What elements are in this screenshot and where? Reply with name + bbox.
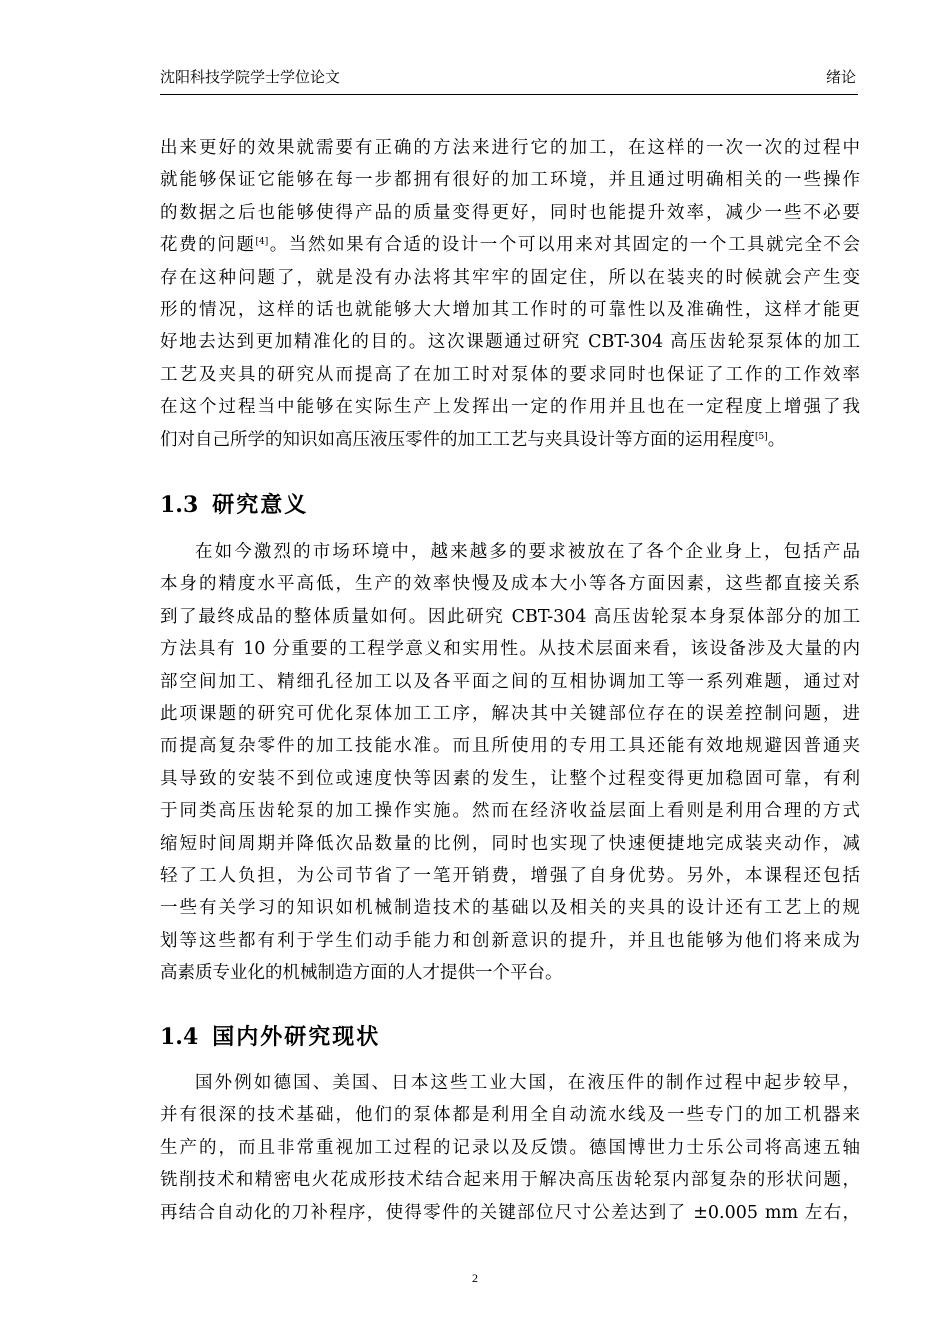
text-segment: 。 xyxy=(767,429,786,450)
header-rule xyxy=(160,94,858,95)
text-line: 在这个过程当中能够在实际生产上发挥出一定的作用并且也在一定程度上增强了我 xyxy=(160,397,860,418)
text-line: 工艺及夹具的研究从而提高了在加工时对泵体的要求同时也保证了工作的工作效率 xyxy=(160,364,860,385)
section-title: 研究意义 xyxy=(212,492,309,518)
text-line xyxy=(160,229,860,261)
page-number: 2 xyxy=(472,1271,478,1285)
text-line: 再结合自动化的刀补程序，使得零件的关键部位尺寸公差达到了 ±0.005 mm 左右， xyxy=(160,1202,860,1223)
header-thesis-title: 沈阳科技学院学士学位论文 xyxy=(160,68,341,86)
section-heading-1-3 xyxy=(160,488,308,519)
text-line xyxy=(160,424,860,456)
text-line: 而提高复杂零件的加工技能水准。而且所使用的专用工具还能有效地规避因普通夹 xyxy=(160,736,860,757)
text-line: 到了最终成品的整体质量如何。因此研究 CBT-304 高压齿轮泵本身泵体部分的加工 xyxy=(160,606,860,627)
text-line: 方法具有 10 分重要的工程学意义和实用性。从技术层面来看，该设备涉及大量的内 xyxy=(160,639,860,660)
text-line: 出来更好的效果就需要有正确的方法来进行它的加工，在这样的一次一次的过程中 xyxy=(160,138,860,158)
section-number: 1.3 xyxy=(160,492,199,518)
running-header xyxy=(160,66,858,88)
section-number: 1.4 xyxy=(160,1024,199,1050)
section-heading-1-4 xyxy=(160,1020,380,1051)
section-1-4-paragraph xyxy=(160,1067,860,1229)
citation-ref-4: [4] xyxy=(255,237,269,248)
text-line: 于同类高压齿轮泵的加工操作实施。然而在经济收益层面上看则是利用合理的方式 xyxy=(160,801,860,822)
text-line: 就能够保证它能够在每一步都拥有很好的加工环境，并且通过明确相关的一些操作 xyxy=(160,170,860,191)
text-line: 本身的精度水平高低，生产的效率快慢及成本大小等各方面因素，这些都直接关系 xyxy=(160,574,860,595)
text-segment: 花费的问题 xyxy=(160,235,256,256)
text-segment: 们对自己所学的知识如高压液压零件的加工工艺与夹具设计等方面的运用程度 xyxy=(160,429,755,450)
text-line: 的数据之后也能够使得产品的质量变得更好，同时也能提升效率，减少一些不必要 xyxy=(160,202,860,223)
text-segment: 。当然如果有合适的设计一个可以用来对其固定的一个工具就完全不会 xyxy=(268,235,860,256)
text-line: 存在这种问题了，就是没有办法将其牢牢的固定住，所以在装夹的时候就会产生变 xyxy=(160,267,860,288)
text-line: 缩短时间周期并降低次品数量的比例，同时也实现了快速便捷地完成装夹动作，减 xyxy=(160,833,860,854)
text-line: 好地去达到更加精准化的目的。这次课题通过研究 CBT-304 高压齿轮泵泵体的加工 xyxy=(160,332,860,353)
text-line: 部空间加工、精细孔径加工以及各平面之间的互相协调加工等一系列难题，通过对 xyxy=(160,671,860,692)
text-line: 并有很深的技术基础，他们的泵体都是利用全自动流水线及一些专门的加工机器来 xyxy=(160,1105,860,1126)
text-line: 生产的，而且非常重视加工过程的记录以及反馈。德国博世力士乐公司将高速五轴 xyxy=(160,1137,860,1158)
text-line: 形的情况，这样的话也就能够大大增加其工作时的可靠性以及准确性，这样才能更 xyxy=(160,299,860,320)
text-line: 具导致的安装不到位或速度快等因素的发生，让整个过程变得更加稳固可靠，有利 xyxy=(160,768,860,789)
intro-paragraph xyxy=(160,132,860,456)
text-line: 划等这些都有利于学生们动手能力和创新意识的提升，并且也能够为他们将来成为 xyxy=(160,930,860,951)
section-title: 国内外研究现状 xyxy=(212,1024,381,1050)
header-chapter-title: 绪论 xyxy=(825,68,856,86)
text-line: 高素质专业化的机械制造方面的人才提供一个平台。 xyxy=(160,963,563,984)
citation-ref-5: [5] xyxy=(755,431,768,442)
text-line: 国外例如德国、美国、日本这些工业大国，在液压件的制作过程中起步较早， xyxy=(195,1073,860,1093)
text-line: 轻了工人负担，为公司节省了一笔开销费，增强了自身优势。另外，本课程还包括 xyxy=(160,865,860,886)
text-line: 在如今激烈的市场环境中，越来越多的要求被放在了各个企业身上，包括产品 xyxy=(195,542,860,562)
section-1-3-paragraph xyxy=(160,536,860,989)
text-line: 一些有关学习的知识如机械制造技术的基础以及相关的夹具的设计还有工艺上的规 xyxy=(160,898,860,919)
text-line: 此项课题的研究可优化泵体加工工序，解决其中关键部位存在的误差控制问题，进 xyxy=(160,703,860,724)
text-line: 铣削技术和精密电火花成形技术结合起来用于解决高压齿轮泵内部复杂的形状问题， xyxy=(160,1170,860,1191)
